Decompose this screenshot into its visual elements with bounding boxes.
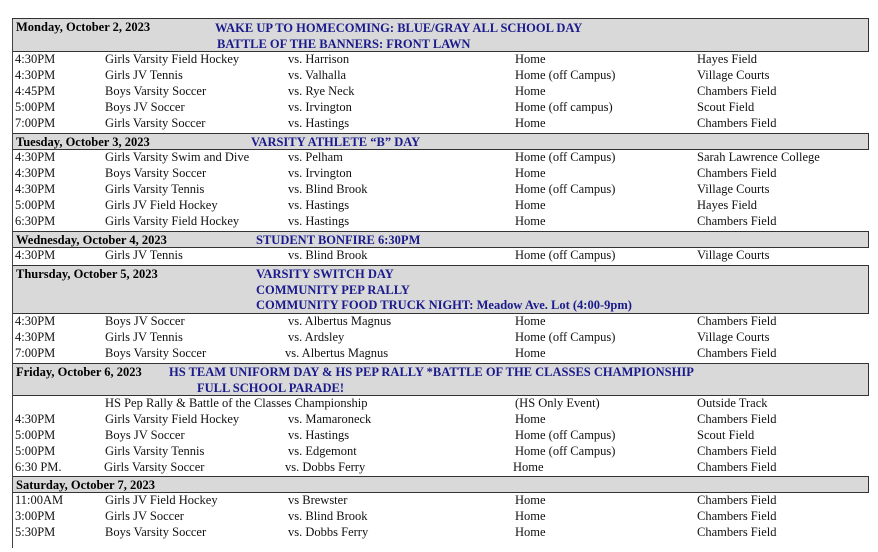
day-date: Friday, October 6, 2023 xyxy=(16,365,142,379)
game-time: 6:30PM xyxy=(15,214,56,228)
game-opponent: vs. Hastings xyxy=(288,198,350,212)
game-team: Boys Varsity Soccer xyxy=(105,84,207,98)
game-location-type: Home xyxy=(515,52,546,66)
game-venue: Hayes Field xyxy=(697,198,758,212)
game-team: Girls Varsity Field Hockey xyxy=(105,214,240,228)
game-location-type: Home xyxy=(515,525,546,539)
game-opponent: vs. Blind Brook xyxy=(288,248,368,262)
game-opponent: vs. Hastings xyxy=(288,214,350,228)
game-team: HS Pep Rally & Battle of the Classes Championship xyxy=(105,396,368,410)
game-team: Girls Varsity Swim and Dive xyxy=(105,150,250,164)
game-opponent: vs. Irvington xyxy=(288,100,352,114)
game-team: Girls JV Tennis xyxy=(105,68,183,82)
game-venue: Chambers Field xyxy=(697,346,777,360)
game-opponent: vs. Pelham xyxy=(288,150,343,164)
game-venue: Chambers Field xyxy=(697,412,777,426)
left-border-line xyxy=(12,20,13,548)
game-team: Boys JV Soccer xyxy=(105,100,185,114)
game-location-type: Home (off Campus) xyxy=(515,330,616,344)
day-event: WAKE UP TO HOMECOMING: BLUE/GRAY ALL SCHOOL DAY xyxy=(215,21,583,35)
day-event: COMMUNITY PEP RALLY xyxy=(256,283,410,297)
day-date: Tuesday, October 3, 2023 xyxy=(16,135,150,149)
game-team: Boys Varsity Soccer xyxy=(105,525,207,539)
game-team: Girls Varsity Tennis xyxy=(105,444,205,458)
game-location-type: Home (off Campus) xyxy=(515,444,616,458)
day-event: BATTLE OF THE BANNERS: FRONT LAWN xyxy=(217,37,471,51)
game-venue: Chambers Field xyxy=(697,314,777,328)
game-location-type: Home xyxy=(515,509,546,523)
game-location-type: Home xyxy=(515,116,546,130)
game-venue: Chambers Field xyxy=(697,84,777,98)
game-time: 4:45PM xyxy=(15,84,56,98)
game-venue: Chambers Field xyxy=(697,493,777,507)
game-opponent: vs. Albertus Magnus xyxy=(288,314,392,328)
game-location-type: Home xyxy=(515,166,546,180)
day-date: Monday, October 2, 2023 xyxy=(16,20,151,34)
day-date: Wednesday, October 4, 2023 xyxy=(16,233,167,247)
game-time: 7:00PM xyxy=(15,346,56,360)
game-venue: Outside Track xyxy=(697,396,768,410)
game-venue: Chambers Field xyxy=(697,166,777,180)
game-opponent: vs. Blind Brook xyxy=(288,182,368,196)
game-opponent: vs. Valhalla xyxy=(288,68,347,82)
game-location-type: Home xyxy=(515,214,546,228)
game-location-type: Home xyxy=(515,493,546,507)
game-opponent: vs. Hastings xyxy=(288,116,350,130)
game-opponent: vs. Hastings xyxy=(288,428,350,442)
day-header xyxy=(12,476,869,493)
game-location-type: Home xyxy=(515,198,546,212)
day-header xyxy=(12,18,869,52)
game-team: Boys JV Soccer xyxy=(105,428,185,442)
game-venue: Scout Field xyxy=(697,428,755,442)
game-venue: Sarah Lawrence College xyxy=(697,150,820,164)
game-opponent: vs. Blind Brook xyxy=(288,509,368,523)
game-venue: Chambers Field xyxy=(697,444,777,458)
game-time: 5:00PM xyxy=(15,100,56,114)
game-location-type: Home (off Campus) xyxy=(515,182,616,196)
game-team: Girls Varsity Field Hockey xyxy=(105,412,240,426)
game-time: 4:30PM xyxy=(15,182,56,196)
game-opponent: vs Brewster xyxy=(288,493,348,507)
game-opponent: vs. Harrison xyxy=(288,52,350,66)
day-event: STUDENT BONFIRE 6:30PM xyxy=(256,233,421,247)
game-venue: Chambers Field xyxy=(697,509,777,523)
day-event: FULL SCHOOL PARADE! xyxy=(197,381,345,395)
game-location-type: Home (off campus) xyxy=(515,100,613,114)
game-team: Boys JV Soccer xyxy=(105,314,185,328)
game-team: Girls JV Soccer xyxy=(105,509,184,523)
game-time: 5:00PM xyxy=(15,198,56,212)
game-time: 4:30PM xyxy=(15,314,56,328)
game-location-type: Home xyxy=(515,84,546,98)
game-venue: Chambers Field xyxy=(697,214,777,228)
game-venue: Chambers Field xyxy=(697,116,777,130)
game-team: Boys Varsity Soccer xyxy=(105,166,207,180)
game-team: Girls JV Field Hockey xyxy=(105,198,218,212)
day-event: COMMUNITY FOOD TRUCK NIGHT: Meadow Ave. Lot (4:00-9pm) xyxy=(256,298,632,312)
game-time: 4:30PM xyxy=(15,68,56,82)
game-time: 4:30PM xyxy=(15,150,56,164)
game-opponent: vs. Albertus Magnus xyxy=(285,346,389,360)
game-venue: Chambers Field xyxy=(697,460,777,474)
game-opponent: vs. Edgemont xyxy=(288,444,357,458)
game-location-type: Home xyxy=(513,460,544,474)
game-location-type: Home (off Campus) xyxy=(515,248,616,262)
day-header xyxy=(12,363,869,396)
game-team: Girls JV Field Hockey xyxy=(105,493,218,507)
game-opponent: vs. Dobbs Ferry xyxy=(285,460,366,474)
game-venue: Chambers Field xyxy=(697,525,777,539)
game-venue: Village Courts xyxy=(697,182,770,196)
game-location-type: Home xyxy=(515,412,546,426)
game-time: 7:00PM xyxy=(15,116,56,130)
game-time: 5:30PM xyxy=(15,525,56,539)
game-time: 4:30PM xyxy=(15,166,56,180)
game-time: 5:00PM xyxy=(15,444,56,458)
game-time: 4:30PM xyxy=(15,52,56,66)
game-venue: Village Courts xyxy=(697,248,770,262)
game-team: Boys Varsity Soccer xyxy=(105,346,207,360)
game-team: Girls JV Tennis xyxy=(105,330,183,344)
game-location-type: Home (off Campus) xyxy=(515,428,616,442)
day-event: VARSITY ATHLETE “B” DAY xyxy=(251,135,421,149)
game-opponent: vs. Mamaroneck xyxy=(288,412,372,426)
day-date: Saturday, October 7, 2023 xyxy=(16,478,156,492)
game-time: 4:30PM xyxy=(15,412,56,426)
game-location-type: (HS Only Event) xyxy=(515,396,600,410)
game-location-type: Home xyxy=(515,346,546,360)
game-location-type: Home xyxy=(515,314,546,328)
game-time: 5:00PM xyxy=(15,428,56,442)
game-opponent: vs. Ardsley xyxy=(288,330,345,344)
game-team: Girls Varsity Field Hockey xyxy=(105,52,240,66)
game-team: Girls Varsity Tennis xyxy=(105,182,205,196)
game-time: 3:00PM xyxy=(15,509,56,523)
game-opponent: vs. Dobbs Ferry xyxy=(288,525,369,539)
game-team: Girls Varsity Soccer xyxy=(104,460,205,474)
game-location-type: Home (off Campus) xyxy=(515,68,616,82)
game-venue: Scout Field xyxy=(697,100,755,114)
game-time: 4:30PM xyxy=(15,248,56,262)
day-event: VARSITY SWITCH DAY xyxy=(256,267,394,281)
game-venue: Hayes Field xyxy=(697,52,758,66)
game-team: Girls JV Tennis xyxy=(105,248,183,262)
game-location-type: Home (off Campus) xyxy=(515,150,616,164)
day-header xyxy=(12,133,869,150)
game-venue: Village Courts xyxy=(697,330,770,344)
game-time: 11:00AM xyxy=(15,493,64,507)
game-venue: Village Courts xyxy=(697,68,770,82)
game-team: Girls Varsity Soccer xyxy=(105,116,206,130)
game-opponent: vs. Rye Neck xyxy=(288,84,355,98)
game-time: 6:30 PM. xyxy=(15,460,62,474)
game-opponent: vs. Irvington xyxy=(288,166,352,180)
day-date: Thursday, October 5, 2023 xyxy=(16,267,158,281)
game-time: 4:30PM xyxy=(15,330,56,344)
day-header xyxy=(12,231,869,248)
day-header xyxy=(12,265,869,314)
day-event: HS TEAM UNIFORM DAY & HS PEP RALLY *BATTLE OF THE CLASSES CHAMPIONSHIP xyxy=(169,365,694,379)
